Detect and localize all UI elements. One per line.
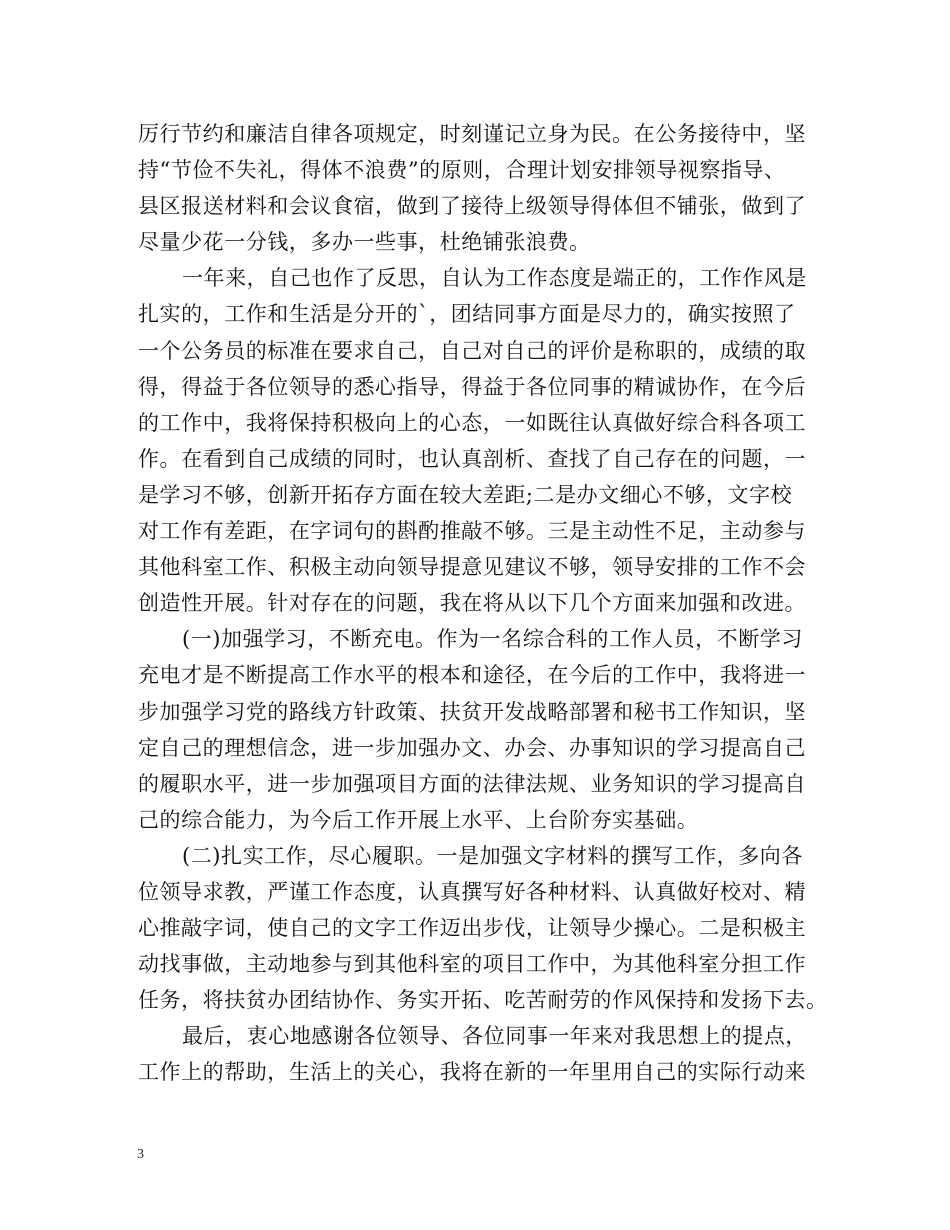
paragraph-start-line: (一)加强学习，不断充电。作为一名综合科的工作人员，不断学习 — [182, 627, 803, 652]
text-line: 动找事做，主动地参与到其他科室的项目工作中，为其他科室分担工作 — [138, 952, 807, 977]
text-line: 任务，将扶贫办团结协作、务实开拓、吃苦耐劳的作风保持和发扬下去。 — [138, 988, 828, 1013]
text-line: 厉行节约和廉洁自律各项规定，时刻谨记立身为民。在公务接待中，坚 — [138, 122, 807, 146]
text-line: 的工作中，我将保持积极向上的心态，一如既往认真做好综合科各项工 — [138, 410, 807, 435]
paragraph-start-line: 最后，衷心地感谢各位领导、各位同事一年来对我思想上的提点， — [182, 1024, 807, 1049]
text-line: 工作上的帮助，生活上的关心，我将在新的一年里用自己的实际行动来 — [138, 1060, 807, 1085]
body-text — [138, 116, 828, 1091]
paragraph-start-line: (二)扎实工作，尽心履职。一是加强文字材料的撰写工作，多向各 — [182, 843, 803, 868]
text-line: 步加强学习党的路线方针政策、扶贫开发战略部署和秘书工作知识，坚 — [138, 699, 807, 724]
text-line: 得，得益于各位领导的悉心指导，得益于各位同事的精诚协作，在今后 — [138, 374, 807, 399]
page-number: 3 — [137, 1147, 144, 1162]
text-line: 己的综合能力，为今后工作开展上水平、上台阶夯实基础。 — [138, 807, 699, 832]
text-line: 定自己的理想信念，进一步加强办文、办会、办事知识的学习提高自己 — [138, 735, 807, 760]
text-line: 一个公务员的标准在要求自己，自己对自己的评价是称职的，成绩的取 — [138, 338, 807, 363]
text-line: 县区报送材料和会议食宿，做到了接待上级领导得体但不铺张，做到了 — [138, 194, 807, 219]
text-line: 创造性开展。针对存在的问题，我在将从以下几个方面来加强和改进。 — [138, 591, 807, 616]
text-line: 充电才是不断提高工作水平的根本和途径，在今后的工作中，我将进一 — [138, 663, 807, 688]
text-line: 其他科室工作、积极主动向领导提意见建议不够，领导安排的工作不会 — [138, 555, 807, 580]
text-line: 位领导求教，严谨工作态度，认真撰写好各种材料、认真做好校对、精 — [138, 879, 807, 904]
paragraph-start-line: 一年来，自己也作了反思，自认为工作态度是端正的，工作作风是 — [182, 266, 807, 291]
text-line: 作。在看到自己成绩的同时，也认真剖析、查找了自己存在的问题，一 — [138, 446, 807, 471]
text-line: 尽量少花一分钱，多办一些事，杜绝铺张浪费。 — [138, 230, 591, 255]
text-line: 的履职水平，进一步加强项目方面的法律法规、业务知识的学习提高自 — [138, 771, 807, 796]
text-line: 扎实的，工作和生活是分开的`，团结同事方面是尽力的，确实按照了 — [138, 302, 796, 327]
text-line: 心推敲字词，使自己的文字工作迈出步伐，让领导少操心。二是积极主 — [138, 916, 807, 941]
text-line: 持“节俭不失礼，得体不浪费”的原则，合理计划安排领导视察指导、 — [138, 158, 786, 183]
text-line: 对工作有差距，在字词句的斟酌推敲不够。三是主动性不足，主动参与 — [138, 519, 807, 544]
text-line: 是学习不够，创新开拓存方面在较大差距;二是办文细心不够，文字校 — [138, 482, 793, 507]
